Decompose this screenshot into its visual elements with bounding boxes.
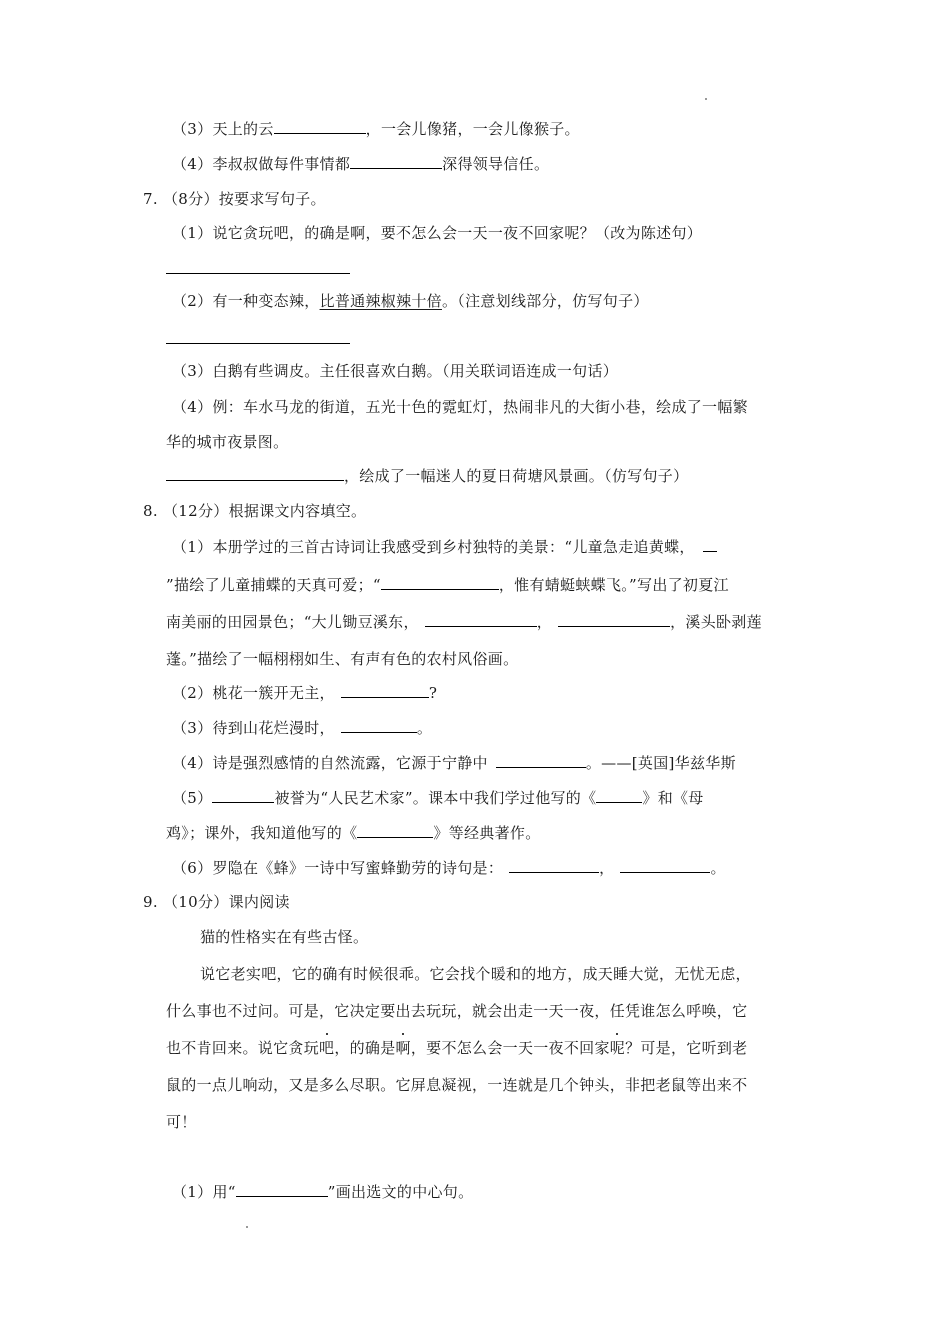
emphasis-dot-char: 啊 bbox=[395, 1039, 411, 1057]
answer-line[interactable] bbox=[166, 273, 350, 274]
question-9-heading: 9. （10分）课内阅读 bbox=[143, 893, 290, 911]
q8-item-4: （4）诗是强烈感情的自然流露，它源于宁静中 。——[英国]华兹华斯 bbox=[172, 754, 736, 772]
answer-blank[interactable] bbox=[236, 1182, 328, 1197]
answer-blank[interactable] bbox=[341, 683, 429, 698]
q7-item-2: （2）有一种变态辣，比普通辣椒辣十倍。（注意划线部分，仿写句子） bbox=[172, 292, 649, 310]
q8-item-1-line-2: ”描绘了儿童捕蝶的天真可爱；“ ，惟有蜻蜓蛱蝶飞。”写出了初夏江 bbox=[166, 576, 729, 594]
underlined-phrase: 比普通辣椒辣十倍 bbox=[319, 292, 442, 310]
passage-paragraph-1: 猫的性格实在有些古怪。 bbox=[200, 928, 369, 946]
answer-blank[interactable] bbox=[703, 537, 717, 552]
answer-blank[interactable] bbox=[425, 612, 537, 627]
answer-blank[interactable] bbox=[381, 575, 499, 590]
q8-item-5-line-2: 鸡》；课外，我知道他写的《 》等经典著作。 bbox=[166, 824, 541, 842]
answer-blank[interactable] bbox=[509, 858, 599, 873]
scan-speck bbox=[246, 1226, 248, 1228]
scan-speck bbox=[705, 98, 707, 100]
answer-blank[interactable] bbox=[357, 823, 433, 838]
q8-item-6: （6）罗隐在《蜂》一诗中写蜜蜂勤劳的诗句是： ， 。 bbox=[172, 859, 726, 877]
answer-blank[interactable] bbox=[341, 718, 417, 733]
q7-item-1: （1）说它贪玩吧，的确是啊，要不怎么会一天一夜不回家呢？（改为陈述句） bbox=[172, 224, 703, 242]
q7-item-4-line-1: （4）例：车水马龙的街道，五光十色的霓虹灯，热闹非凡的大街小巷，绘成了一幅繁 bbox=[172, 398, 748, 416]
q7-item-4-line-3: ，绘成了一幅迷人的夏日荷塘风景画。（仿写句子） bbox=[166, 466, 688, 486]
answer-blank[interactable] bbox=[496, 753, 586, 768]
question-8-heading: 8. （12分）根据课文内容填空。 bbox=[143, 502, 367, 520]
q8-item-1-line-3: 南美丽的田园景色；“大儿锄豆溪东， ， ，溪头卧剥莲 bbox=[166, 613, 762, 631]
passage-line-2: 什么事也不过问。可是，它决定要出去玩玩，就会出走一天一夜，任凭谁怎么呼唤，它 bbox=[166, 1002, 748, 1020]
passage-line-5: 可！ bbox=[166, 1113, 197, 1131]
q8-item-3: （3）待到山花烂漫时， 。 bbox=[172, 719, 433, 737]
q6-item-4: （4）李叔叔做每件事情都 深得领导信任。 bbox=[172, 155, 550, 173]
q6-item-3: （3）天上的云 ，一会儿像猪，一会儿像猴子。 bbox=[172, 120, 580, 138]
answer-blank[interactable] bbox=[596, 788, 642, 803]
answer-blank[interactable] bbox=[212, 788, 274, 803]
answer-blank[interactable] bbox=[620, 858, 710, 873]
passage-line-3: 也不肯回来。说它贪玩吧，的确是啊，要不怎么会一天一夜不回家呢？可是，它听到老 bbox=[166, 1039, 748, 1057]
q8-item-5-line-1: （5） 被誉为“人民艺术家”。课本中我们学过他写的《 》和《母 bbox=[172, 789, 704, 807]
question-7-heading: 7. （8分）按要求写句子。 bbox=[143, 190, 326, 208]
q8-item-2: （2）桃花一簇开无主， ? bbox=[172, 684, 438, 702]
passage-line-1: 说它老实吧，它的确有时候很乖。它会找个暖和的地方，成天睡大觉，无忧无虑， bbox=[200, 965, 751, 983]
answer-blank[interactable] bbox=[558, 612, 670, 627]
emphasis-dot-char: 呢 bbox=[609, 1039, 626, 1057]
answer-blank[interactable] bbox=[350, 154, 442, 169]
answer-line[interactable] bbox=[166, 343, 350, 344]
passage-line-4: 鼠的一点儿响动，又是多么尽职。它屏息凝视，一连就是几个钟头，非把老鼠等出来不 bbox=[166, 1076, 748, 1094]
q8-item-1-line-4: 蓬。”描绘了一幅栩栩如生、有声有色的农村风俗画。 bbox=[166, 650, 519, 668]
emphasis-dot-char: 吧 bbox=[319, 1039, 335, 1057]
answer-blank[interactable] bbox=[274, 119, 366, 134]
q8-item-1-line-1: （1）本册学过的三首古诗词让我感受到乡村独特的美景：“儿童急走追黄蝶， bbox=[172, 537, 717, 557]
q9-item-1: （1）用“ ”画出选文的中心句。 bbox=[172, 1183, 474, 1201]
q7-item-3: （3）白鹅有些调皮。主任很喜欢白鹅。（用关联词语连成一句话） bbox=[172, 362, 619, 380]
answer-blank[interactable] bbox=[166, 466, 344, 481]
q7-item-4-line-2: 华的城市夜景图。 bbox=[166, 433, 289, 451]
